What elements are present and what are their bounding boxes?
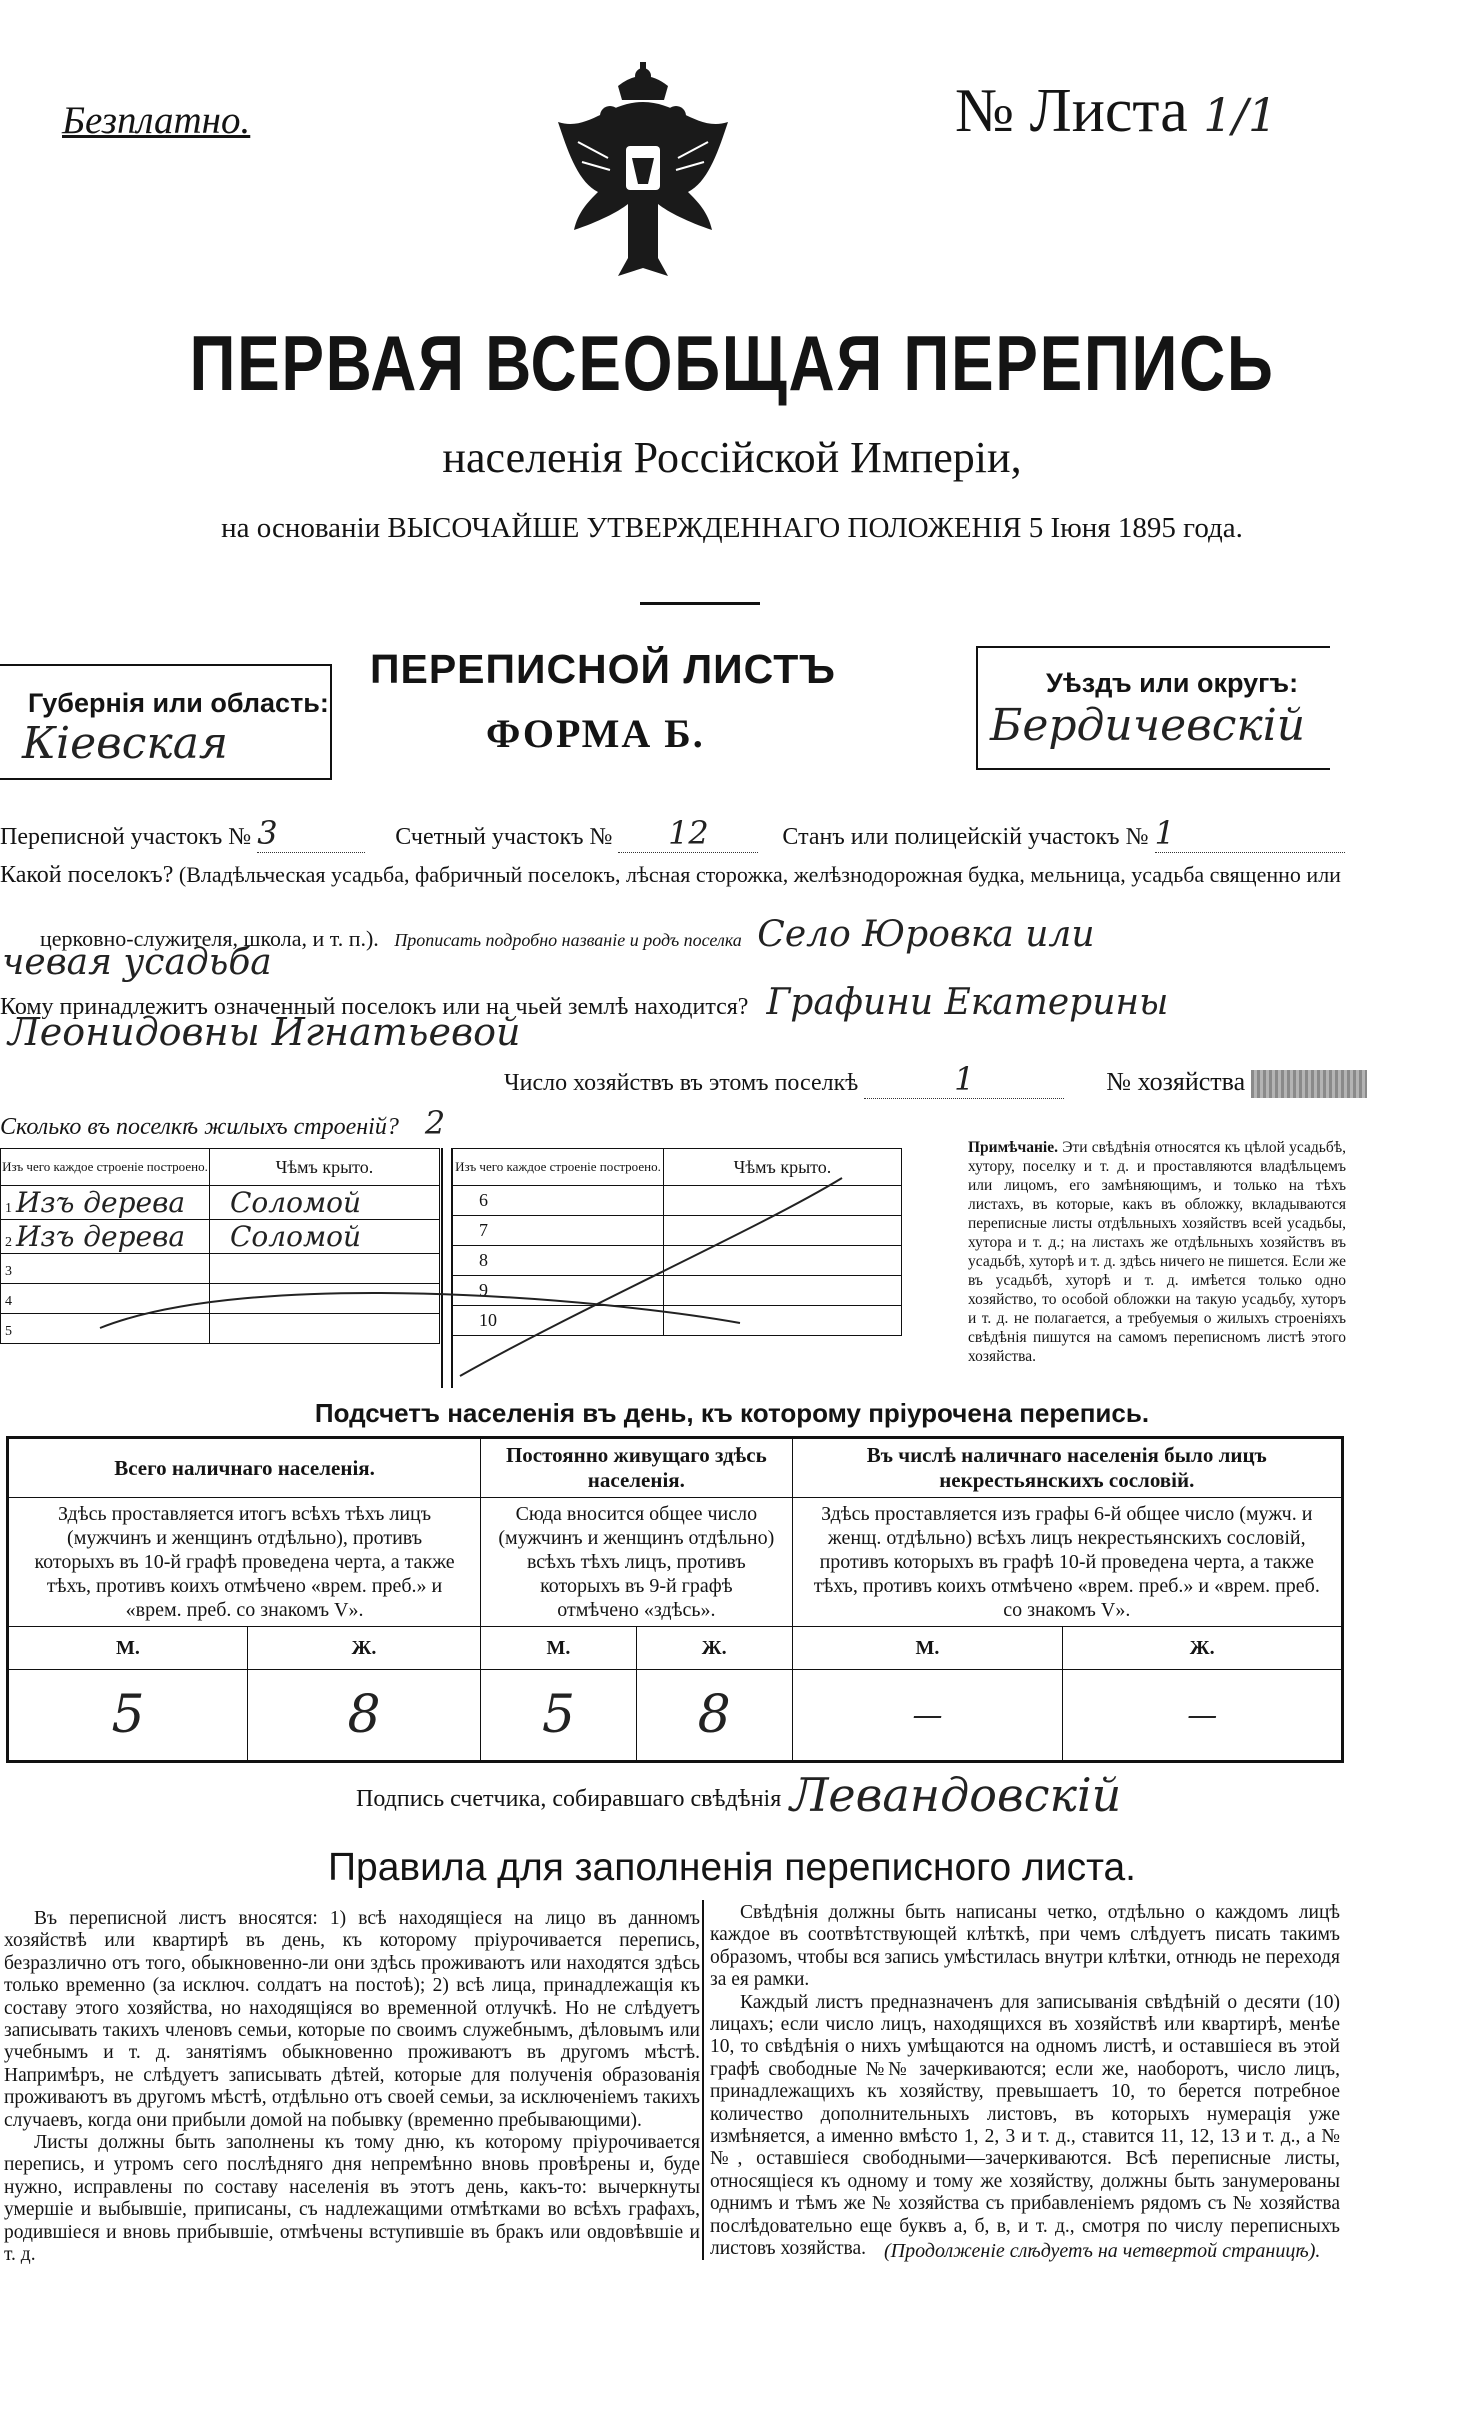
rules-divider <box>702 1900 704 2260</box>
rules-paragraph: Свѣдѣнія должны быть написаны четко, отдѣльно о каждомъ лицѣ каждое въ соотвѣтствующей клѣткѣ, при чемъ слѣдуетъ писать такимъ образомъ, чтобы вся запись умѣстилась внутри клѣтки, отнюдь не переходя за ея рамки. <box>710 1902 1340 1991</box>
material-cell: 5 <box>1 1314 210 1344</box>
female-label: Ж. <box>247 1627 480 1670</box>
present-female-value: 8 <box>247 1670 480 1762</box>
buildings-value: 2 <box>424 1104 446 1142</box>
main-title: ПЕРВАЯ ВСЕОБЩАЯ ПЕРЕПИСЬ <box>189 319 1275 407</box>
household-no-label: № хозяйства <box>1106 1067 1246 1096</box>
rules-paragraph: Листы должны быть заполнены къ тому дню, къ которому пріурочивается перепись, и утромъ сего послѣдняго дня непремѣнно вновь провѣрены и, буде нужно, исправлены по составу населенія въ этотъ день, какъ-то: вычеркнуты умершіе и выбывшіе, приписаны, съ надлежащими отмѣтками во всѣхъ графахъ, родившіеся и вновь прибывшіе, отмѣчены вступившіе въ бракъ или овдовѣвшіе и т. д. <box>4 2132 700 2266</box>
county-label: Уѣздъ или округъ: <box>1046 668 1299 698</box>
settlement-value-1: Село Юровка или <box>757 914 1095 955</box>
row-number: 8 <box>453 1246 664 1276</box>
row-number: 7 <box>453 1216 664 1246</box>
male-label: М. <box>792 1627 1063 1670</box>
settlement-types: (Владѣльческая усадьба, фабричный поселокъ, лѣсная сторожка, желѣзнодорожная будка, мельница, усадьба священно или <box>178 862 1341 887</box>
population-table <box>6 1436 1344 1763</box>
rules-right-column <box>710 1902 1340 2261</box>
col-material-header: Изъ чего каждое строеніе построено. <box>1 1149 210 1186</box>
census-district-label: Переписной участокъ № <box>0 824 252 850</box>
legal-basis-line: на основаніи ВЫСОЧАЙШЕ УТВЕРЖДЕННАГО ПОЛОЖЕНІЯ 5 Іюня 1895 года. <box>221 512 1243 544</box>
households-line <box>504 1060 1367 1099</box>
rules-left-column <box>4 1908 700 2267</box>
district-line <box>0 814 1345 853</box>
households-label: Число хозяйствъ въ этомъ поселкѣ <box>504 1070 859 1096</box>
resident-female-value: 8 <box>636 1670 792 1762</box>
col-roof-header: Чѣмъ крыто. <box>210 1149 440 1186</box>
col-nonpeasant-description: Здѣсь проставляется изъ графы 6-й общее число (мужч. и женщ. отдѣльно) всѣхъ лицъ некрестьянскихъ сословій, противъ которыхъ въ графѣ 10-й проведена черта, а также тѣхъ, противъ коихъ отмѣчено «врем. преб.» и «врем. преб. со знакомъ V». <box>792 1498 1342 1627</box>
police-district-value: 1 <box>1155 814 1345 853</box>
nonpeasant-male-value: — <box>792 1670 1063 1762</box>
row-number: 6 <box>453 1186 664 1216</box>
female-label: Ж. <box>1063 1627 1343 1670</box>
sheet-number-value: 1/1 <box>1203 88 1278 142</box>
col-present-header: Всего наличнаго населенія. <box>8 1438 481 1498</box>
households-value: 1 <box>864 1060 1064 1099</box>
col-resident-description: Сюда вносится общее число (мужчинъ и женщинъ отдѣльно) всѣхъ тѣхъ лицъ, противъ которыхъ въ 9-й графѣ отмѣчено «здѣсь». <box>481 1498 792 1627</box>
col-roof-header: Чѣмъ крыто. <box>664 1149 902 1186</box>
rules-paragraph: Каждый листъ предназначенъ для записыванія свѣдѣній о десяти (10) лицахъ; если число лицъ, находящихся въ хозяйствѣ или квартирѣ, менѣе 10, то свѣдѣнія о нихъ умѣщаются на одномъ листѣ, и оставшіеся въ этой графѣ свободные №№ зачеркиваются; если же, наоборотъ, число лицъ, принадлежащихъ къ хозяйству, превышаетъ 10, то берется потребное количество дополнительныхъ листовъ, въ которыхъ нумерація уже измѣняется, а именно вмѣсто 1, 2, 3 и т. д., ставится 11, 12, 13 и т. д., а №№, оставшіеся свободными—зачеркиваются. Всѣ переписные листы, относящіеся къ одному и тому же хозяйству, должны быть занумерованы однимъ и тѣмъ же № хозяйства съ прибавленіемъ рядомъ съ № хозяйства послѣдовательно еще буквъ а, б, в, и т. д., смотря по числу переписныхъ листовъ хозяйства. <box>710 1991 1340 2260</box>
owner-value-1: Графини Екатерины <box>766 982 1169 1023</box>
counting-district-label: Счетный участокъ № <box>395 824 613 850</box>
free-of-charge-stamp: Безплатно. <box>62 99 251 142</box>
settlement-value-2: чевая усадьба <box>2 942 272 983</box>
enumerator-signature: Левандовскій <box>790 1768 1122 1822</box>
female-label: Ж. <box>636 1627 792 1670</box>
title-divider <box>640 602 760 605</box>
male-label: М. <box>8 1627 248 1670</box>
population-count-title: Подсчетъ населенія въ день, къ которому пріурочена перепись. <box>314 1398 1150 1428</box>
continued-note: (Продолженіе слѣдуетъ на четвертой страницѣ). <box>884 2240 1321 2262</box>
material-cell: 2 Изъ дерева <box>1 1220 210 1254</box>
buildings-note <box>968 1138 1346 1366</box>
resident-male-value: 5 <box>481 1670 637 1762</box>
roof-cell: Соломой <box>210 1186 440 1220</box>
rules-paragraph: Въ переписной листъ вносятся: 1) всѣ находящіеся на лицо въ данномъ хозяйствѣ или квартирѣ въ день, къ которому пріурочивается перепись, безразлично отъ того, обыкновенно-ли они здѣсь проживаютъ или находятся здѣсь только временно (за исключ. солдатъ на постоѣ); 2) всѣ лица, принадлежащія къ составу этого хозяйства, но находящіяся во временной отлучкѣ. Но не слѣдуетъ записывать такихъ членовъ семьи, которые по своимъ служебнымъ, дѣловымъ или учебнымъ и т. д. занятіямъ обыкновенно проживаютъ въ другомъ мѣстѣ. Напримѣръ, не слѣдуетъ записывать дѣтей, которые для полученія образованія проживаютъ въ другомъ мѣстѣ, отдѣльно отъ своей семьи, за исключеніемъ такихъ случаевъ, когда они прибыли домой на побывку (временно пребывающими). <box>4 1908 700 2131</box>
census-district-value: 3 <box>257 814 365 853</box>
settlement-question: Какой поселокъ? <box>0 862 174 888</box>
form-subtitle: ФОРМА Б. <box>486 711 705 756</box>
row-number: 9 <box>453 1276 664 1306</box>
province-label: Губернія или область: <box>28 688 329 718</box>
settlement-instruction: Прописать подробно названіе и родъ поселка <box>394 930 742 950</box>
settlement-question-line <box>0 862 1341 889</box>
nonpeasant-female-value: — <box>1063 1670 1343 1762</box>
roof-cell: Соломой <box>210 1220 440 1254</box>
double-headed-eagle-emblem <box>548 62 738 286</box>
rules-title: Правила для заполненія переписного листа. <box>327 1846 1137 1889</box>
col-resident-header: Постоянно живущаго здѣсь населенія. <box>481 1438 792 1498</box>
present-male-value: 5 <box>8 1670 248 1762</box>
sheet-number <box>955 76 1277 147</box>
county-value: Бердичевскій <box>990 700 1306 751</box>
buildings-label: Сколько въ поселкѣ жилыхъ строеній? <box>0 1114 399 1140</box>
col-nonpeasant-header: Въ числѣ наличнаго населенія было лицъ некрестьянскихъ сословій. <box>792 1438 1342 1498</box>
police-district-label: Станъ или полицейскій участокъ № <box>782 824 1149 850</box>
settlement-types-cont: церковно-служителя, школа, и т. п.). <box>40 926 379 951</box>
enumerator-signature-label: Подпись счетчика, собиравшаго свѣдѣнія <box>356 1786 782 1812</box>
row-number: 10 <box>453 1306 664 1336</box>
col-present-description: Здѣсь проставляется итогъ всѣхъ тѣхъ лицъ (мужчинъ и женщинъ отдѣльно), противъ которыхъ въ 10-й графѣ проведена черта, а также тѣхъ, противъ коихъ отмѣчено «врем. преб.» и «врем. преб. со знакомъ V». <box>8 1498 481 1627</box>
owner-question: Кому принадлежитъ означенный поселокъ или на чьей землѣ находится? <box>0 994 749 1020</box>
strike-through-lines <box>0 1148 910 1388</box>
material-cell: 1 Изъ дерева <box>1 1186 210 1220</box>
sheet-number-label: № Листа <box>955 77 1188 145</box>
subtitle: населенія Россійской Имперіи, <box>442 433 1022 482</box>
material-cell: 4 <box>1 1284 210 1314</box>
buildings-line <box>0 1104 445 1142</box>
note-text: Эти свѣдѣнія относятся къ цѣлой усадьбѣ, хутору, поселку и т. д. и проставляются владѣльцемъ или лицомъ, его замѣняющимъ, и только на тѣхъ листахъ, въ которые, какъ въ обложку, вкладываются переписные листы отдѣльныхъ хозяйствъ всей усадьбы, хутора и т. д.; на листахъ же отдѣльныхъ хозяйствъ въ усадьбѣ, хуторѣ и т. д. здѣсь ничего не пишется. Если же въ усадьбѣ, хуторѣ и т. д. имѣется только одно хозяйство, то особой обложки на такую усадьбу, хуторъ и т. д. не полагается, а требуемыя о жилыхъ строеніяхъ свѣдѣнія пишутся на самомъ переписномъ листѣ этого хозяйства. <box>968 1139 1346 1365</box>
male-label: М. <box>481 1627 637 1670</box>
col-material-header: Изъ чего каждое строеніе построено. <box>453 1149 664 1186</box>
counting-district-value: 12 <box>618 814 758 853</box>
form-title: ПЕРЕПИСНОЙ ЛИСТЪ <box>370 646 836 692</box>
owner-value-2: Леонидовны Игнатьевой <box>8 1010 521 1054</box>
household-no-redacted <box>1251 1070 1367 1098</box>
note-label: Примѣчаніе. <box>968 1139 1058 1156</box>
province-value: Кіевская <box>22 718 229 769</box>
material-cell: 3 <box>1 1254 210 1284</box>
